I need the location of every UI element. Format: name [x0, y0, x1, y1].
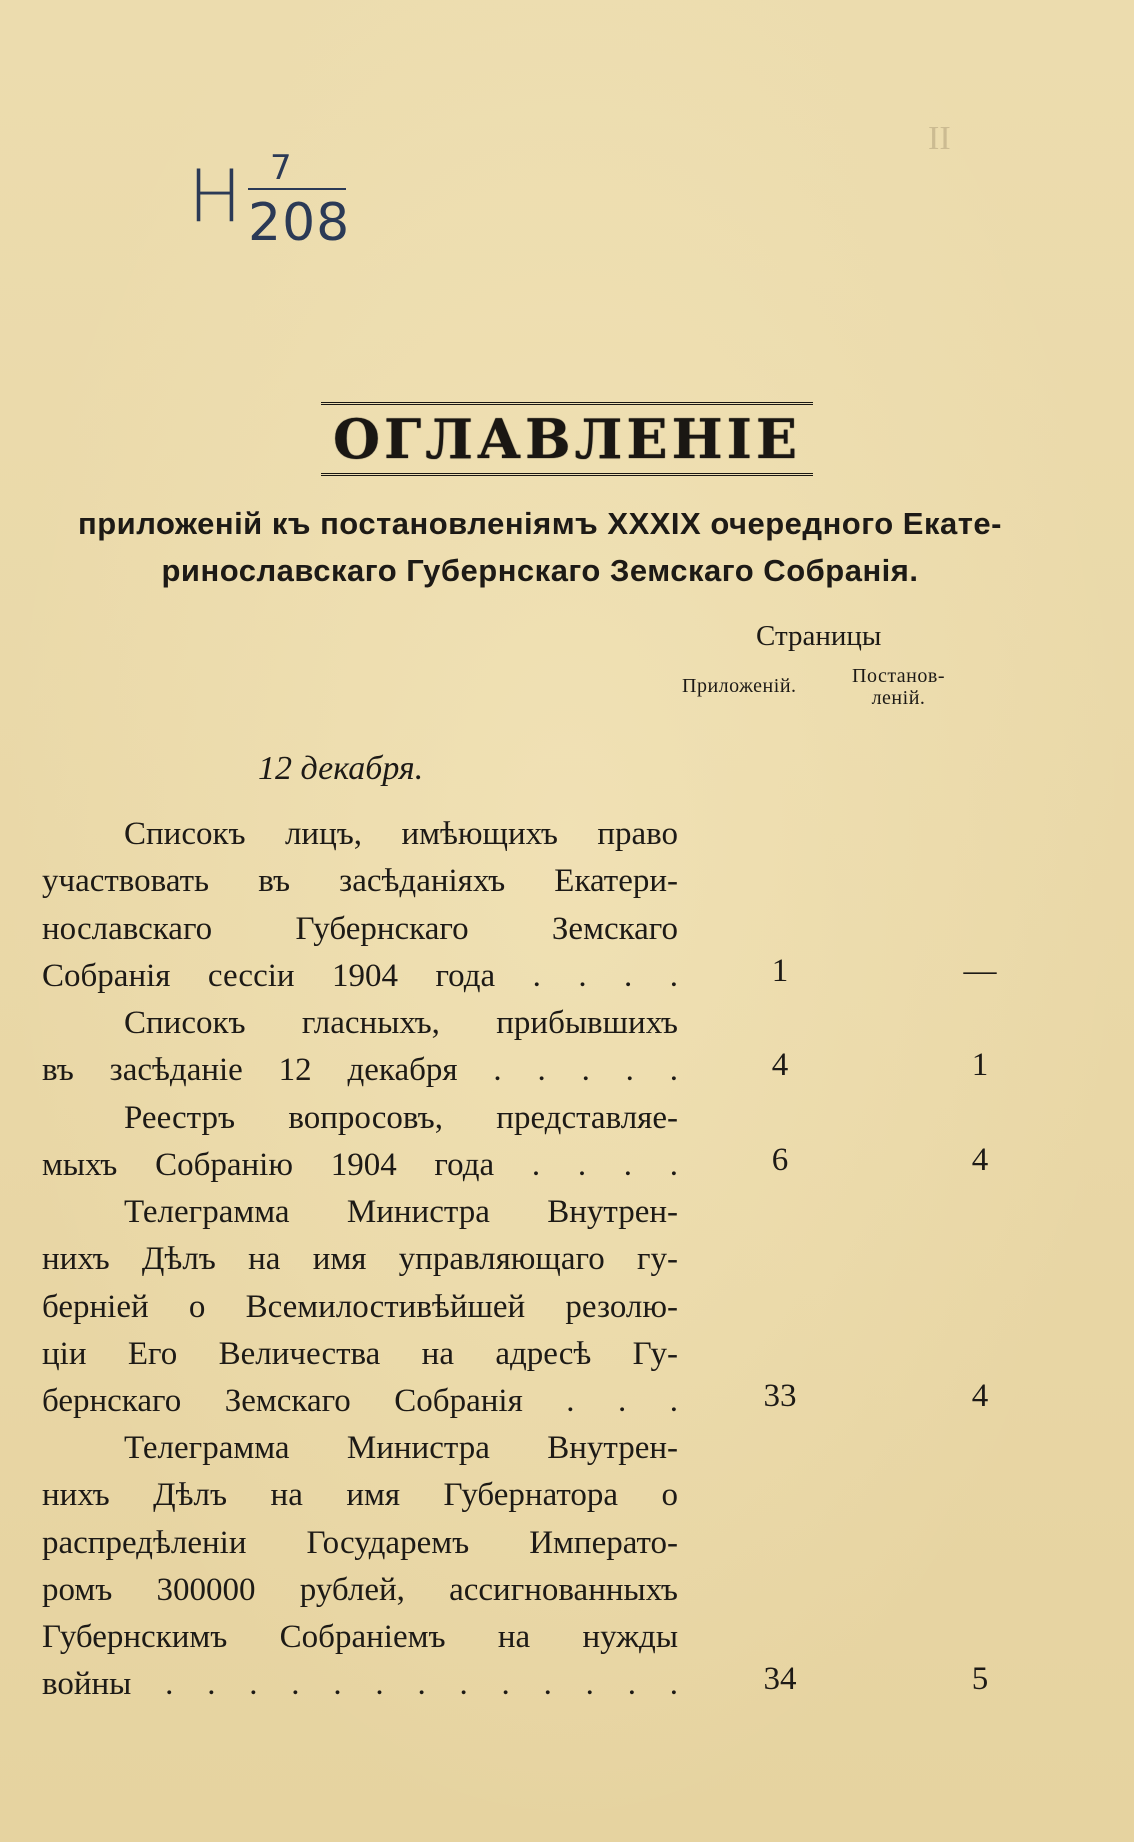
entry-line: участвовать въ засѣданіяхъ Екатери- [42, 863, 678, 900]
column-header-resolutions-line-1: Постанов- [852, 665, 945, 687]
handwritten-shelf-mark [188, 150, 358, 260]
entry-line: мыхъ Собранію 1904 года . . . . [42, 1147, 678, 1184]
entry-line: берніей о Всемилостивѣйшей резолю- [42, 1288, 678, 1325]
entry-line: ціи Его Величества на адресѣ Гу- [42, 1335, 678, 1372]
bleed-through-page-number: II [928, 120, 951, 157]
entry-line: распредѣленіи Государемъ Императо- [42, 1524, 678, 1561]
page-title [0, 402, 1134, 476]
entry-line: нославскаго Губернскаго Земскаго [42, 910, 678, 947]
appendix-page-number: 4 [771, 1047, 789, 1083]
toc-entry [42, 1000, 678, 1095]
resolution-page-number: 5 [971, 1661, 989, 1697]
page-title-text: ОГЛАВЛЕНІЕ [321, 402, 813, 476]
toc-entry [42, 811, 678, 1000]
entry-line: Телеграмма Министра Внутрен- [124, 1194, 678, 1230]
toc-entry [42, 1189, 678, 1425]
entry-line: Телеграмма Министра Внутрен- [124, 1430, 678, 1466]
section-date: 12 декабря. [258, 750, 424, 787]
subtitle-line-2: ринославскаго Губернскаго Земскаго Собранія. [161, 553, 919, 588]
entry-line: въ засѣданіе 12 декабря . . . . . [42, 1052, 678, 1089]
toc-entry [42, 1425, 678, 1709]
resolution-page-number: 4 [971, 1378, 989, 1414]
pages-header: Страницы [756, 620, 882, 652]
entry-line: войны . . . . . . . . . . . . . [42, 1666, 678, 1703]
entry-line: ромъ 300000 рублей, ассигнованныхъ [42, 1571, 678, 1608]
resolution-page-number: 4 [971, 1142, 989, 1178]
appendix-page-number: 1 [771, 953, 789, 989]
resolution-page-number: — [963, 953, 997, 989]
appendix-page-number: 34 [763, 1661, 797, 1697]
subtitle-line-1: приложеній къ постановленіямъ XXXIX очередного Екате- [78, 506, 1002, 541]
appendix-page-number: 6 [771, 1142, 789, 1178]
entry-line: нихъ Дѣлъ на имя Губернатора о [42, 1477, 678, 1514]
entry-line: Списокъ лицъ, имѣющихъ право [124, 816, 678, 852]
resolution-page-number: 1 [971, 1047, 989, 1083]
shelf-mark-letter: H [188, 154, 243, 238]
subtitle [40, 500, 1040, 594]
entry-line: Реестръ вопросовъ, представляе- [124, 1100, 678, 1136]
entry-line: Губернскимъ Собраніемъ на нужды [42, 1619, 678, 1656]
column-header-appendices: Приложеній. [682, 675, 797, 697]
appendix-page-number: 33 [763, 1378, 797, 1414]
column-header-resolutions [852, 665, 945, 709]
entry-line: Списокъ гласныхъ, прибывшихъ [124, 1005, 678, 1041]
toc-entry [42, 1095, 678, 1190]
shelf-mark-denominator: 208 [248, 193, 351, 253]
entry-line: бернскаго Земскаго Собранія . . . [42, 1383, 678, 1420]
column-header-resolutions-line-2: леній. [871, 687, 926, 709]
shelf-mark-numerator: 7 [270, 148, 292, 188]
shelf-mark-fraction-bar [248, 188, 346, 190]
entry-line: нихъ Дѣлъ на имя управляющаго гу- [42, 1241, 678, 1278]
entry-line: Собранія сессіи 1904 года . . . . [42, 957, 678, 994]
